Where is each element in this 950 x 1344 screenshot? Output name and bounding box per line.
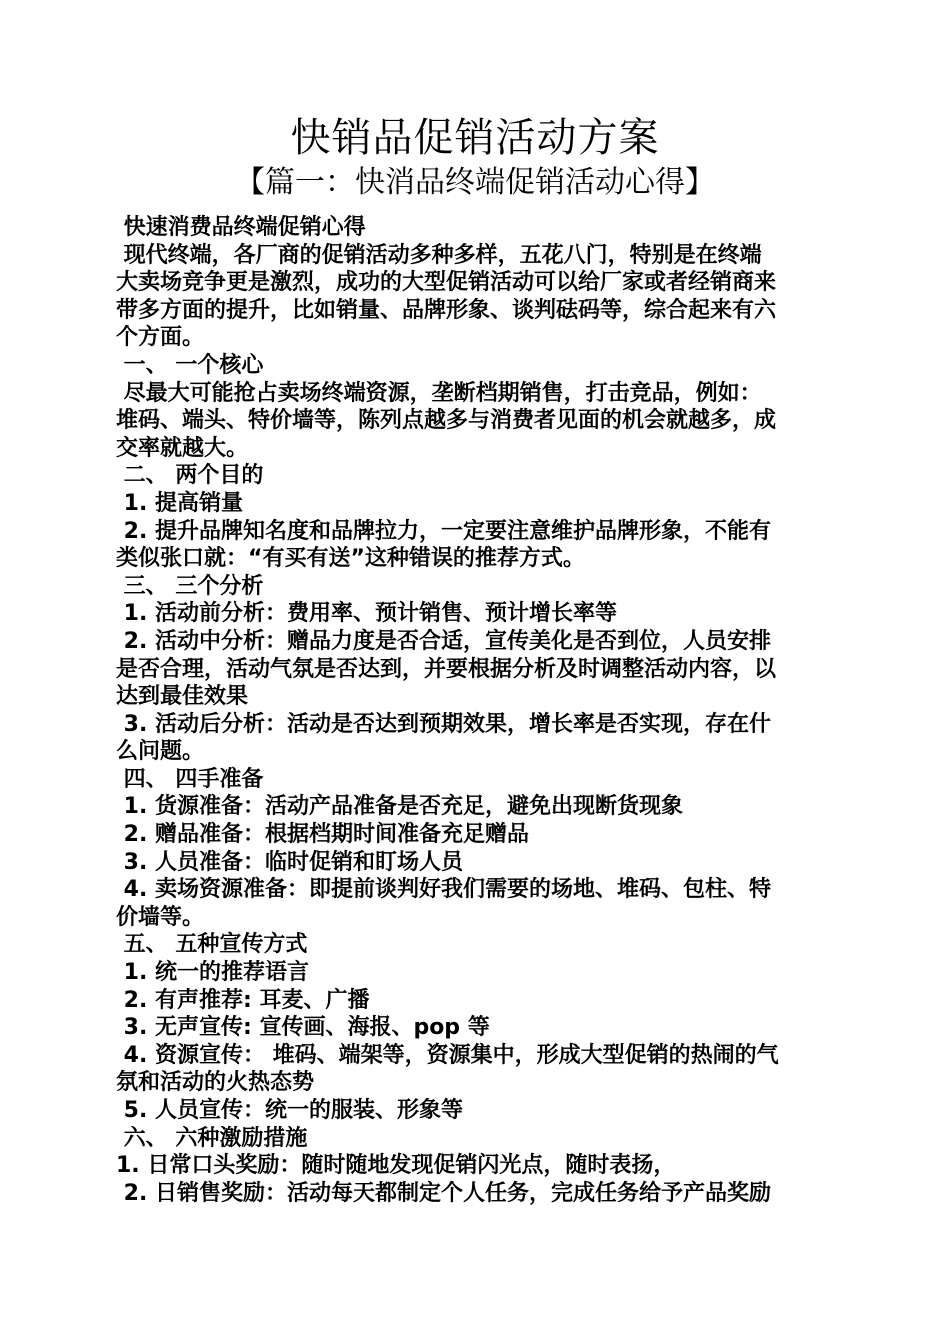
text-line: 3. 人员准备：临时促销和盯场人员: [116, 849, 463, 875]
text-line: 四、 四手准备: [116, 766, 264, 792]
text-line: 1. 货源准备：活动产品准备是否充足，避免出现断货现象: [116, 794, 683, 820]
text-line: 一、 一个核心: [116, 352, 264, 378]
text-line: 2. 活动中分析：赠品力度是否合适，宣传美化是否到位，人员安排: [116, 628, 771, 654]
text-line: 六、 六种激励措施: [116, 1125, 308, 1151]
text-line: 么问题。: [116, 739, 205, 765]
text-line: 堆码、端头、特价墙等，陈列点越多与消费者见面的机会就越多，成: [116, 408, 777, 434]
text-line: 是否合理，活动气氛是否达到，并要根据分析及时调整活动内容，以: [116, 656, 777, 682]
text-line: 价墙等。: [116, 904, 205, 930]
text-line: 2. 提升品牌知名度和品牌拉力，一定要注意维护品牌形象，不能有: [116, 518, 771, 544]
text-line: 尽最大可能抢占卖场终端资源，垄断档期销售，打击竞品，例如：: [116, 380, 762, 406]
text-line: 五、 五种宣传方式: [116, 932, 308, 958]
text-line: 带多方面的提升，比如销量、品牌形象、谈判砝码等，综合起来有六: [116, 297, 777, 323]
text-line: 1. 活动前分析：费用率、预计销售、预计增长率等: [116, 601, 617, 627]
text-line: 大卖场竞争更是激烈，成功的大型促销活动可以给厂家或者经销商来: [116, 270, 777, 296]
text-line: 氛和活动的火热态势: [116, 1070, 315, 1096]
document-body: [116, 214, 840, 1207]
text-line: 交率就越大。: [116, 435, 249, 461]
text-line: 1. 日常口头奖励：随时随地发现促销闪光点，随时表扬，: [116, 1153, 676, 1179]
text-line: 4. 卖场资源准备：即提前谈判好我们需要的场地、堆码、包柱、特: [116, 877, 771, 903]
text-line: 个方面。: [116, 325, 205, 351]
document-title: 快销品促销活动方案: [290, 115, 660, 161]
document-subtitle: 【篇一：快消品终端促销活动心得】: [235, 165, 715, 200]
text-line: 达到最佳效果: [116, 684, 249, 710]
text-line: 现代终端，各厂商的促销活动多种多样，五花八门，特别是在终端: [116, 242, 762, 268]
text-line: 1. 提高销量: [116, 490, 243, 516]
text-line: 类似张口就：“有买有送”这种错误的推荐方式。: [116, 546, 585, 572]
text-line: 快速消费品终端促销心得: [116, 215, 366, 240]
text-line: 3. 活动后分析：活动是否达到预期效果，增长率是否实现，存在什: [116, 711, 771, 737]
text-line: 2. 日销售奖励：活动每天都制定个人任务，完成任务给予产品奖励: [116, 1180, 771, 1206]
text-line: 2. 赠品准备：根据档期时间准备充足赠品: [116, 822, 529, 848]
text-line: 1. 统一的推荐语言: [116, 960, 309, 986]
text-line: 二、 两个目的: [116, 463, 264, 489]
text-line: 2. 有声推荐: 耳麦、广播: [116, 987, 370, 1013]
text-line: 3. 无声宣传: 宣传画、海报、pop 等: [116, 1015, 490, 1041]
text-line: 5. 人员宣传：统一的服装、形象等: [116, 1098, 463, 1123]
text-line: 4. 资源宣传： 堆码、端架等，资源集中，形成大型促销的热闹的气: [116, 1042, 779, 1068]
text-line: 三、 三个分析: [116, 573, 264, 599]
